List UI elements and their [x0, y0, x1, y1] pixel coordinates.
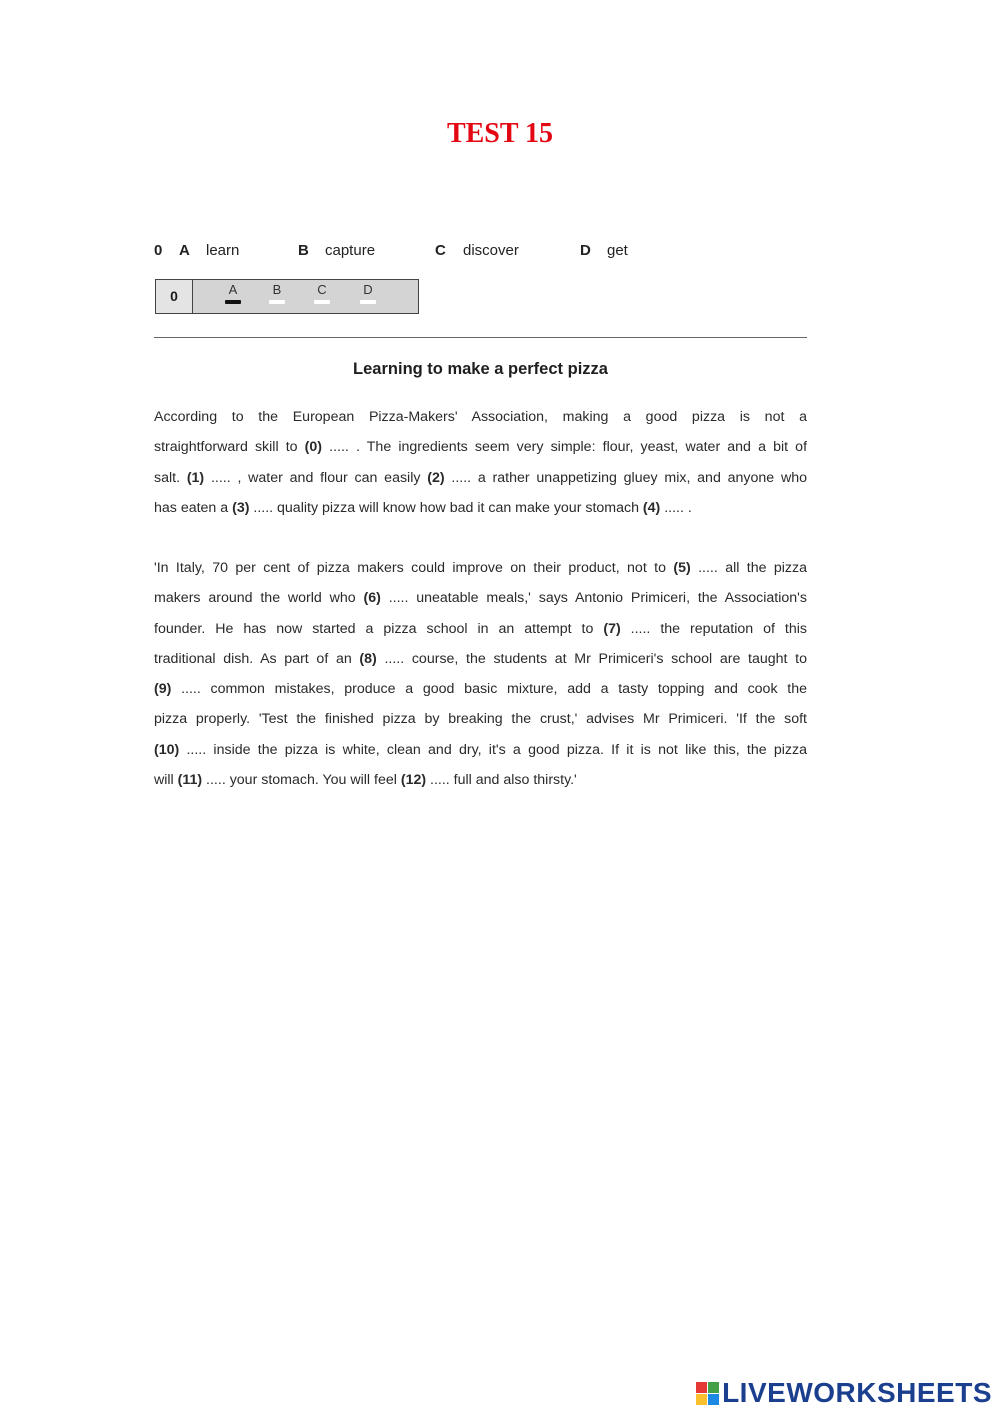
passage-text: makers around the world who [154, 590, 364, 607]
liveworksheets-logo [696, 1376, 992, 1410]
passage-text: ..... course, the students at Mr Primiceri's school are taught to [376, 650, 807, 667]
passage-text: ..... uneatable meals,' says Antonio Primiceri, the Association's [380, 590, 807, 607]
answer-option-d-letter: D [363, 282, 373, 297]
passage-line [154, 463, 807, 493]
gap-number: (0) [304, 439, 323, 456]
paragraph-2 [154, 553, 807, 795]
passage-line [154, 614, 807, 644]
answer-option-d [359, 282, 377, 304]
answer-option-c-letter: C [317, 282, 327, 297]
passage-text: ..... inside the pizza is white, clean and dry, it's a good pizza. If it is not like this, the pizza [179, 741, 807, 758]
option-b-word: capture [325, 242, 376, 259]
passage-line [154, 644, 807, 674]
passage-line [154, 735, 807, 765]
passage-text: pizza properly. 'Test the finished pizza by breaking the crust,' advises Mr Primiceri. 'If the soft [154, 711, 807, 728]
passage-text: ..... . The ingredients seem very simple: flour, yeast, water and a bit of [322, 439, 807, 456]
example-number: 0 [154, 242, 163, 259]
passage-line [154, 432, 807, 462]
option-c-word: discover [463, 242, 519, 259]
option-a-word: learn [206, 242, 240, 259]
gap-number: (8) [359, 650, 377, 667]
divider-line [154, 337, 807, 338]
gap-number: (2) [427, 469, 445, 486]
option-c-letter: C [435, 242, 446, 259]
gap-number: (12) [400, 772, 427, 789]
answer-option-a-letter: A [228, 282, 238, 297]
answer-mark-a [225, 300, 241, 304]
passage-text: ..... quality pizza will know how bad it can make your stomach [249, 499, 643, 516]
gap-number: (3) [232, 499, 250, 516]
gap-number: (4) [642, 499, 661, 516]
gap-number: (1) [186, 469, 205, 486]
answer-option-a [224, 282, 242, 304]
gap-number: (5) [673, 560, 691, 576]
passage-line [154, 765, 807, 795]
passage-text: According to the European Pizza-Makers' Association, making a good pizza is not a [154, 409, 807, 425]
answer-option-b [268, 282, 286, 304]
gap-number: (6) [363, 590, 381, 607]
option-a-letter: A [179, 242, 190, 259]
answer-mark-c [314, 300, 330, 304]
passage-line [154, 583, 807, 613]
passage-line [154, 402, 807, 432]
gap-number: (10) [154, 741, 180, 758]
passage-text: ..... . [660, 499, 692, 516]
gap-number: (9) [154, 681, 172, 698]
answer-sheet-number: 0 [156, 280, 193, 313]
passage-text: has eaten a [154, 499, 233, 516]
test-title: TEST 15 [446, 118, 554, 149]
gap-number: (11) [177, 772, 203, 789]
option-d-letter: D [580, 242, 591, 259]
example-answer-sheet [155, 279, 419, 314]
passage-text: traditional dish. As part of an [154, 650, 360, 667]
paragraph-1 [154, 402, 807, 523]
passage-line [154, 704, 807, 734]
passage-text: straightforward skill to [154, 439, 305, 456]
passage-text: will [154, 772, 178, 789]
gap-number: (7) [603, 620, 621, 637]
passage-text: ..... a rather unappetizing gluey mix, and anyone who [444, 469, 807, 486]
option-d-word: get [607, 242, 628, 259]
passage-line [154, 674, 807, 704]
passage-title: Learning to make a perfect pizza [353, 360, 608, 378]
passage-text: ..... common mistakes, produce a good basic mixture, add a tasty topping and cook the [171, 681, 807, 698]
answer-mark-b [269, 300, 285, 304]
passage-text: ..... the reputation of this [620, 620, 807, 637]
passage-text: ..... , water and flour can easily [204, 469, 428, 486]
passage-text: ..... your stomach. You will feel [202, 772, 401, 789]
option-b-letter: B [298, 242, 309, 259]
logo-text: LIVEWORKSHEETS [722, 1377, 992, 1408]
passage-text: salt. [154, 469, 187, 486]
passage-line [154, 553, 807, 583]
logo-squares-icon [696, 1382, 719, 1405]
passage-text: ..... full and also thirsty.' [426, 772, 577, 789]
answer-option-b-letter: B [272, 282, 282, 297]
passage-text: founder. He has now started a pizza school in an attempt to [154, 620, 604, 637]
answer-mark-d [360, 300, 376, 304]
answer-option-c [313, 282, 331, 304]
passage-text: ..... all the pizza [690, 560, 807, 576]
passage-text: 'In Italy, 70 per cent of pizza makers could improve on their product, not to [154, 560, 674, 576]
passage-line [154, 493, 807, 523]
